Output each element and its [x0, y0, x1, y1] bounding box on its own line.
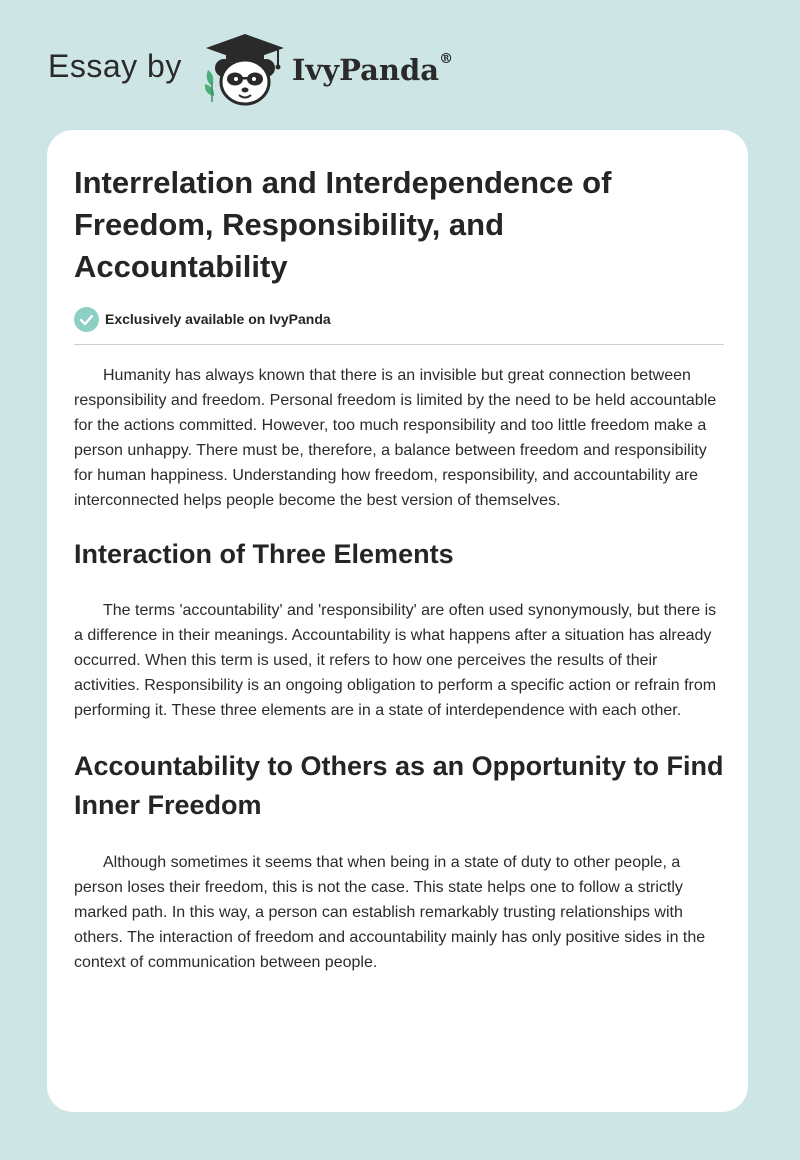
essay-content: [74, 162, 724, 975]
section-heading-interaction: Interaction of Three Elements: [74, 539, 454, 569]
panda-logo-icon[interactable]: [200, 30, 290, 110]
paragraph-interaction: The terms 'accountability' and 'responsibility' are often used synonymously, but there is a difference in their meanings. Accountability is what happens after a situation has already occurred. When this term is used, it refers to how one perceives the results of their activities. Responsibility is an ongoing obligation to perform a specific action or refrain from performing it. These three elements are in a state of interdependence with each other.: [74, 602, 717, 719]
section-heading-accountability: Accountability to Others as an Opportunity to Find Inner Freedom: [74, 751, 724, 820]
essay-by-label: Essay by: [48, 47, 182, 84]
brand-name[interactable]: IvyPanda®: [291, 51, 454, 87]
essay-title: Interrelation and Interdependence of Freedom, Responsibility, and Accountability: [74, 165, 612, 284]
site-header: [48, 30, 453, 110]
title-divider: [74, 344, 724, 345]
paragraph-intro: Humanity has always known that there is an invisible but great connection between responsibility and freedom. Personal freedom is limited by the need to be held accountable for the actions committed. However, too much responsibility and too little freedom make a person unhappy. There must be, therefore, a balance between freedom and responsibility for human happiness. Understanding how freedom, responsibility, and accountability are interconnected helps people become the best version of themselves.: [74, 367, 717, 509]
check-circle-icon: [74, 307, 99, 332]
exclusive-badge: [74, 306, 724, 332]
essay-card: [47, 130, 748, 1112]
paragraph-accountability: Although sometimes it seems that when being in a state of duty to other people, a person loses their freedom, this is not the case. This state helps one to follow a strictly marked path. In this way, a person can establish remarkably trusting relationships with others. The interaction of freedom and accountability mainly has only positive sides in the context of communication between people.: [74, 854, 706, 971]
exclusive-badge-text: Exclusively available on IvyPanda: [105, 311, 331, 327]
registered-mark: ®: [439, 51, 454, 68]
